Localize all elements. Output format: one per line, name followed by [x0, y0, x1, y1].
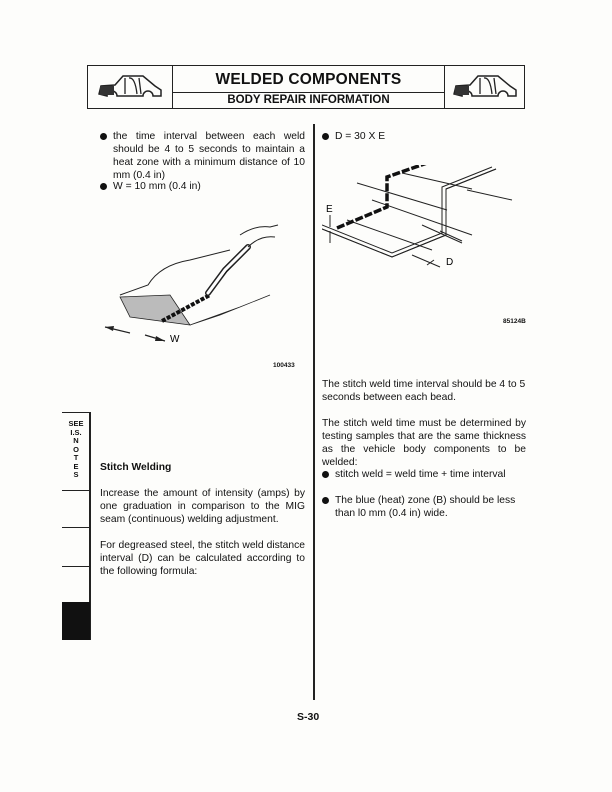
bullet-stitch-weld: stitch weld = weld time + time interval: [322, 468, 526, 481]
stitch-weld-diagram: [322, 165, 532, 295]
welding-torch-figure: [100, 215, 310, 345]
paragraph-formula-intro: For degreased steel, the stitch weld distance interval (D) can be calculated according to the following formula:: [100, 540, 305, 577]
sidebar-divider: [62, 412, 90, 413]
bullet-w-value: W = 10 mm (0.4 in): [100, 180, 305, 193]
paragraph-time-interval: The stitch weld time interval should be 4 to 5 seconds between each bead.: [322, 379, 526, 403]
figure-label-d: D: [446, 257, 454, 268]
notes-letter: O: [73, 444, 79, 454]
page-title: WELDED COMPONENTS: [173, 66, 444, 93]
car-body-icon: [444, 66, 524, 108]
figure-label-w: W: [170, 334, 180, 345]
sidebar-divider: [62, 490, 90, 491]
bullet-heat-interval: the time interval between each weld should be 4 to 5 seconds to maintain a heat zone with a minimum distance of 10 mm (0.4 in): [100, 130, 305, 182]
notes-letter: T: [73, 453, 79, 462]
notes-letter: N: [73, 436, 79, 445]
car-body-icon: [88, 66, 173, 108]
page-subtitle: BODY REPAIR INFORMATION: [227, 94, 390, 106]
column-divider: [313, 124, 315, 700]
page-header: [87, 65, 525, 109]
section-heading-stitch-welding: Stitch Welding: [100, 462, 172, 473]
paragraph-intensity: Increase the amount of intensity (amps) by one graduation in comparison to the MIG seam (continuous) welding adjustment.: [100, 488, 305, 525]
section-tab-marker: [62, 602, 90, 640]
page-number: S-30: [297, 711, 320, 723]
paragraph-testing: The stitch weld time must be determined by testing samples that are the same thickness as the vehicle body components to be welded:: [322, 418, 526, 468]
see-is-notes-label: [62, 420, 90, 480]
bullet-heat-zone: The blue (heat) zone (B) should be less than l0 mm (0.4 in) wide.: [322, 494, 526, 520]
figure-code-85124b: 85124B: [503, 318, 526, 325]
notes-letter: S: [73, 470, 79, 479]
figure-code-100433: 100433: [273, 362, 295, 369]
see-label: SEE: [68, 419, 84, 428]
sidebar-divider: [62, 566, 90, 567]
sidebar-divider: [62, 527, 90, 528]
figure-label-e: E: [326, 204, 333, 215]
is-label: I.S.: [70, 427, 82, 437]
bullet-formula: D = 30 X E: [322, 130, 385, 143]
notes-letter: E: [73, 461, 79, 471]
